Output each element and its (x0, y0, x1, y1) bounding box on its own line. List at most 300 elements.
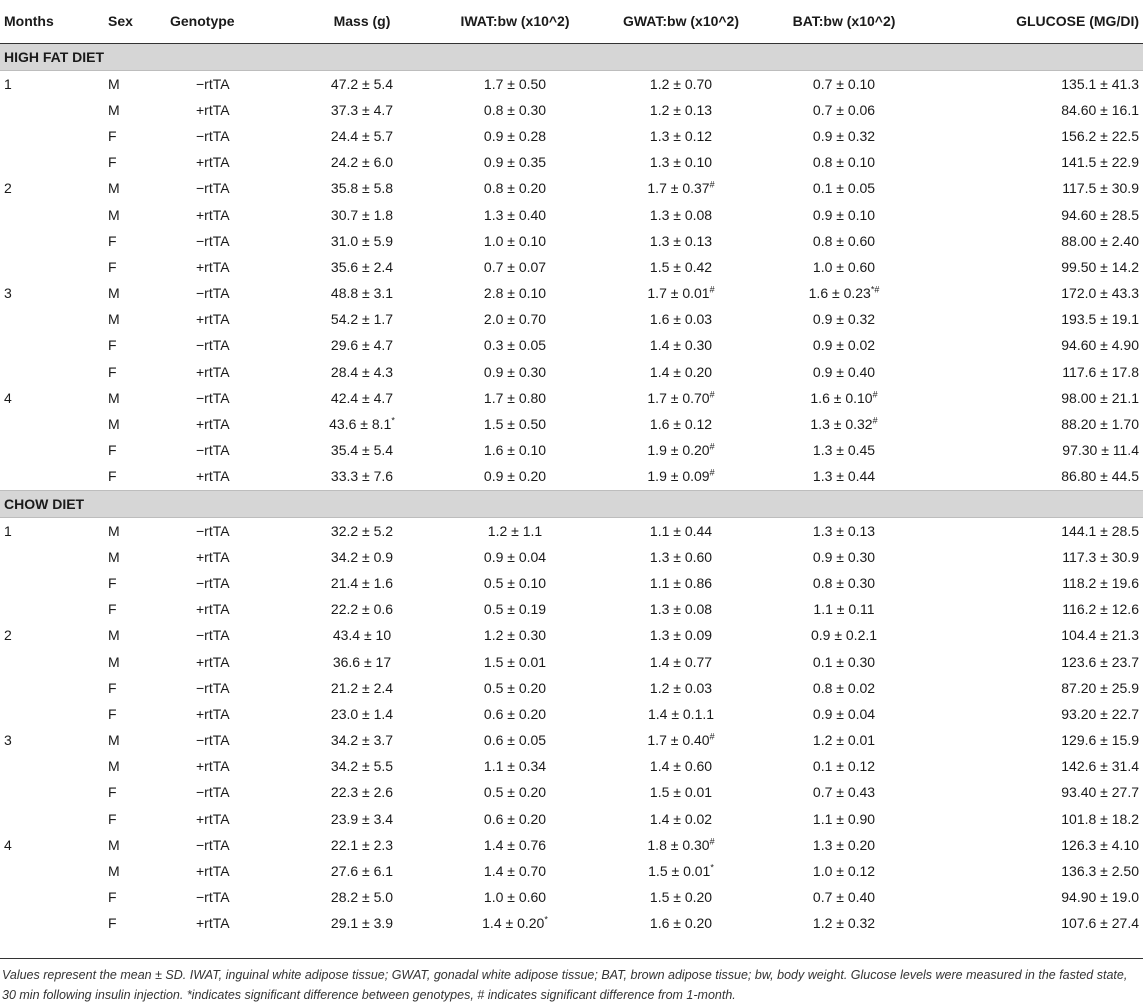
cell-genotype (166, 359, 290, 385)
cell-genotype (166, 385, 290, 411)
cell-gwat (596, 806, 766, 832)
cell-iwat (434, 753, 596, 779)
cell-mass-value: 36.6 ± 17 (332, 653, 392, 670)
table-row (0, 570, 1143, 596)
cell-sex (104, 910, 166, 936)
cell-genotype-value: −rtTA (196, 232, 230, 249)
cell-bat-value: 0.7 ± 0.40 (812, 889, 876, 906)
cell-bat-value: 1.2 ± 0.32 (812, 915, 876, 932)
cell-sex-value: F (108, 258, 117, 275)
cell-bat-value: 1.3 ± 0.32 (810, 416, 873, 433)
cell-gwat-value: 1.2 ± 0.70 (649, 75, 713, 92)
cell-genotype-value: −rtTA (196, 679, 230, 696)
cell-sex-value: M (108, 627, 120, 644)
cell-bat (766, 779, 922, 805)
cell-gwat (596, 596, 766, 622)
cell-genotype-value: −rtTA (196, 836, 230, 853)
cell-genotype (166, 175, 290, 201)
cell-sex (104, 149, 166, 175)
cell-mass-value: 22.2 ± 0.6 (330, 601, 394, 618)
cell-genotype-value: −rtTA (196, 75, 230, 92)
cell-glucose (922, 832, 1143, 858)
cell-sex (104, 779, 166, 805)
cell-glucose-value: 104.4 ± 21.3 (1061, 627, 1139, 644)
cell-glucose-value: 101.8 ± 18.2 (1061, 810, 1139, 827)
cell-genotype (166, 70, 290, 97)
cell-iwat-value: 0.5 ± 0.20 (483, 679, 547, 696)
cell-months (0, 910, 104, 936)
cell-iwat-value: 1.4 ± 0.70 (483, 863, 547, 880)
cell-genotype-value: −rtTA (196, 889, 230, 906)
cell-glucose (922, 70, 1143, 97)
cell-mass (290, 753, 434, 779)
table-row (0, 437, 1143, 463)
cell-months (0, 306, 104, 332)
cell-mass (290, 385, 434, 411)
cell-genotype (166, 832, 290, 858)
cell-sex-value: F (108, 915, 117, 932)
cell-genotype-value: −rtTA (196, 522, 230, 539)
table-row (0, 411, 1143, 437)
cell-mass-value: 35.4 ± 5.4 (330, 442, 394, 459)
table-row (0, 910, 1143, 936)
table-row (0, 385, 1143, 411)
cell-bat-value: 0.7 ± 0.43 (812, 784, 876, 801)
cell-glucose (922, 806, 1143, 832)
cell-gwat-value: 1.4 ± 0.02 (649, 810, 713, 827)
cell-genotype-value: +rtTA (196, 548, 230, 565)
cell-genotype-value: +rtTA (196, 653, 230, 670)
cell-iwat (434, 411, 596, 437)
cell-sex-value: M (108, 101, 120, 118)
cell-iwat (434, 306, 596, 332)
cell-sex (104, 858, 166, 884)
cell-bat (766, 884, 922, 910)
cell-genotype-value: +rtTA (196, 915, 230, 932)
cell-genotype (166, 806, 290, 832)
cell-genotype (166, 596, 290, 622)
cell-genotype-value: −rtTA (196, 285, 230, 302)
cell-months (0, 149, 104, 175)
cell-sex (104, 596, 166, 622)
cell-sex-value: F (108, 232, 117, 249)
section-row (0, 490, 1143, 517)
cell-gwat (596, 228, 766, 254)
cell-glucose (922, 228, 1143, 254)
cell-months-value: 3 (4, 732, 12, 749)
cell-bat-value: 1.3 ± 0.20 (812, 836, 876, 853)
cell-glucose (922, 517, 1143, 544)
cell-bat (766, 201, 922, 227)
cell-glucose (922, 910, 1143, 936)
table-row (0, 753, 1143, 779)
cell-iwat-value: 0.7 ± 0.07 (483, 258, 547, 275)
table-row (0, 70, 1143, 97)
cell-iwat (434, 359, 596, 385)
cell-genotype-value: +rtTA (196, 810, 230, 827)
col-header-genotype: Genotype (166, 0, 290, 43)
cell-gwat (596, 544, 766, 570)
cell-gwat (596, 517, 766, 544)
cell-gwat-value: 1.9 ± 0.20 (647, 442, 710, 459)
cell-mass (290, 832, 434, 858)
cell-bat (766, 437, 922, 463)
cell-sex (104, 437, 166, 463)
cell-bat-value: 1.1 ± 0.11 (813, 601, 875, 618)
cell-gwat-value: 1.5 ± 0.42 (649, 258, 713, 275)
cell-mass-value: 29.1 ± 3.9 (330, 915, 394, 932)
cell-glucose (922, 437, 1143, 463)
cell-bat (766, 306, 922, 332)
cell-bat-value: 0.9 ± 0.40 (812, 363, 876, 380)
cell-gwat (596, 648, 766, 674)
cell-mass (290, 701, 434, 727)
cell-iwat (434, 70, 596, 97)
cell-iwat-value: 1.7 ± 0.50 (483, 75, 547, 92)
cell-months-value: 1 (4, 522, 12, 539)
cell-glucose (922, 411, 1143, 437)
cell-months (0, 280, 104, 306)
cell-gwat (596, 437, 766, 463)
cell-bat-value: 0.9 ± 0.04 (812, 705, 876, 722)
table-row (0, 175, 1143, 201)
cell-mass (290, 727, 434, 753)
cell-iwat (434, 544, 596, 570)
cell-gwat-value: 1.5 ± 0.01 (649, 784, 713, 801)
cell-genotype-value: −rtTA (196, 389, 230, 406)
cell-gwat-value: 1.3 ± 0.08 (649, 206, 713, 223)
cell-mass-value: 31.0 ± 5.9 (330, 232, 394, 249)
cell-sex (104, 254, 166, 280)
cell-iwat (434, 254, 596, 280)
cell-glucose (922, 123, 1143, 149)
cell-mass-value: 28.4 ± 4.3 (330, 363, 394, 380)
cell-iwat-value: 0.9 ± 0.28 (483, 127, 547, 144)
cell-glucose-value: 156.2 ± 22.5 (1061, 127, 1139, 144)
cell-gwat-value: 1.5 ± 0.20 (649, 889, 713, 906)
cell-gwat-value: 1.2 ± 0.03 (649, 679, 713, 696)
cell-bat-value: 1.0 ± 0.12 (812, 863, 876, 880)
cell-glucose (922, 727, 1143, 753)
cell-glucose-value: 88.20 ± 1.70 (1061, 416, 1139, 433)
table-row (0, 544, 1143, 570)
cell-iwat (434, 385, 596, 411)
cell-mass (290, 332, 434, 358)
table-row (0, 201, 1143, 227)
cell-gwat-value: 1.4 ± 0.20 (649, 363, 713, 380)
cell-iwat-value: 0.9 ± 0.35 (483, 154, 547, 171)
cell-iwat-marker: * (544, 914, 548, 925)
cell-bat (766, 727, 922, 753)
cell-months-value: 1 (4, 75, 12, 92)
cell-glucose (922, 359, 1143, 385)
cell-months (0, 411, 104, 437)
cell-glucose (922, 675, 1143, 701)
cell-gwat (596, 306, 766, 332)
cell-gwat (596, 149, 766, 175)
cell-gwat-value: 1.6 ± 0.12 (649, 416, 713, 433)
cell-genotype (166, 228, 290, 254)
cell-months-value: 2 (4, 180, 12, 197)
cell-iwat (434, 622, 596, 648)
table-row (0, 123, 1143, 149)
cell-months-value: 4 (4, 389, 12, 406)
cell-mass-value: 34.2 ± 5.5 (330, 758, 394, 775)
table-row (0, 306, 1143, 332)
cell-bat-marker: # (872, 389, 878, 400)
cell-gwat-marker: # (709, 179, 715, 190)
cell-gwat-value: 1.3 ± 0.60 (649, 548, 713, 565)
cell-sex-value: M (108, 416, 120, 433)
cell-months (0, 70, 104, 97)
cell-mass-value: 35.8 ± 5.8 (330, 180, 394, 197)
cell-genotype-value: −rtTA (196, 337, 230, 354)
table-row (0, 463, 1143, 490)
cell-mass-value: 33.3 ± 7.6 (330, 468, 394, 485)
cell-mass-value: 48.8 ± 3.1 (330, 285, 394, 302)
cell-genotype (166, 701, 290, 727)
cell-months (0, 806, 104, 832)
cell-sex-value: M (108, 653, 120, 670)
cell-genotype (166, 411, 290, 437)
cell-glucose-value: 88.00 ± 2.40 (1061, 232, 1139, 249)
cell-iwat-value: 0.9 ± 0.04 (483, 548, 547, 565)
cell-mass (290, 544, 434, 570)
cell-bat (766, 806, 922, 832)
cell-mass (290, 910, 434, 936)
cell-gwat-value: 1.3 ± 0.12 (649, 127, 713, 144)
cell-genotype (166, 570, 290, 596)
cell-glucose (922, 570, 1143, 596)
cell-genotype (166, 858, 290, 884)
cell-iwat-value: 0.6 ± 0.20 (483, 810, 547, 827)
cell-bat (766, 517, 922, 544)
cell-months (0, 463, 104, 490)
cell-mass (290, 175, 434, 201)
cell-genotype (166, 753, 290, 779)
cell-iwat-value: 0.5 ± 0.20 (483, 784, 547, 801)
cell-genotype-value: +rtTA (196, 601, 230, 618)
cell-bat-value: 0.8 ± 0.10 (812, 154, 876, 171)
cell-glucose (922, 648, 1143, 674)
cell-iwat-value: 0.8 ± 0.30 (483, 101, 547, 118)
cell-bat-value: 0.1 ± 0.12 (812, 758, 876, 775)
cell-sex-value: M (108, 836, 120, 853)
cell-gwat (596, 201, 766, 227)
cell-iwat-value: 1.3 ± 0.40 (483, 206, 547, 223)
cell-glucose-value: 99.50 ± 14.2 (1061, 258, 1139, 275)
cell-iwat (434, 832, 596, 858)
cell-iwat (434, 884, 596, 910)
cell-glucose (922, 858, 1143, 884)
cell-bat-value: 1.3 ± 0.44 (812, 468, 876, 485)
cell-bat (766, 359, 922, 385)
cell-sex-value: F (108, 705, 117, 722)
cell-mass (290, 359, 434, 385)
cell-genotype (166, 648, 290, 674)
cell-iwat-value: 1.4 ± 0.76 (483, 836, 547, 853)
cell-bat (766, 385, 922, 411)
cell-genotype-value: −rtTA (196, 442, 230, 459)
cell-glucose-value: 97.30 ± 11.4 (1062, 442, 1139, 459)
cell-bat (766, 570, 922, 596)
cell-genotype (166, 254, 290, 280)
cell-genotype (166, 149, 290, 175)
section-title: HIGH FAT DIET (0, 43, 1143, 70)
cell-iwat-value: 1.0 ± 0.60 (483, 889, 547, 906)
cell-glucose (922, 149, 1143, 175)
cell-genotype-value: −rtTA (196, 180, 230, 197)
cell-bat (766, 463, 922, 490)
cell-mass (290, 648, 434, 674)
cell-sex (104, 175, 166, 201)
cell-months (0, 779, 104, 805)
cell-bat-value: 1.2 ± 0.01 (812, 732, 876, 749)
cell-glucose (922, 97, 1143, 123)
cell-glucose-value: 136.3 ± 2.50 (1061, 863, 1139, 880)
cell-gwat (596, 622, 766, 648)
cell-sex (104, 97, 166, 123)
cell-bat-value: 0.9 ± 0.30 (812, 548, 876, 565)
table-row (0, 596, 1143, 622)
cell-sex-value: F (108, 337, 117, 354)
cell-gwat-value: 1.3 ± 0.08 (649, 601, 713, 618)
cell-months (0, 544, 104, 570)
cell-iwat-value: 1.1 ± 0.34 (483, 758, 547, 775)
cell-gwat (596, 727, 766, 753)
cell-mass-value: 42.4 ± 4.7 (330, 389, 394, 406)
cell-bat (766, 544, 922, 570)
cell-months (0, 437, 104, 463)
cell-gwat-value: 1.3 ± 0.13 (649, 232, 713, 249)
cell-iwat (434, 517, 596, 544)
cell-sex-value: M (108, 548, 120, 565)
cell-iwat-value: 1.7 ± 0.80 (483, 389, 547, 406)
cell-bat-value: 1.1 ± 0.90 (812, 810, 876, 827)
cell-gwat-value: 1.5 ± 0.01 (648, 863, 711, 880)
table-row (0, 280, 1143, 306)
cell-glucose (922, 201, 1143, 227)
cell-sex (104, 463, 166, 490)
cell-mass-marker: * (391, 415, 395, 426)
cell-gwat (596, 123, 766, 149)
cell-gwat-value: 1.8 ± 0.30 (647, 836, 710, 853)
cell-months (0, 570, 104, 596)
cell-iwat-value: 1.5 ± 0.50 (483, 416, 547, 433)
cell-sex-value: F (108, 889, 117, 906)
table-row (0, 517, 1143, 544)
cell-sex (104, 753, 166, 779)
cell-sex-value: F (108, 363, 117, 380)
cell-sex (104, 884, 166, 910)
cell-sex (104, 622, 166, 648)
cell-iwat-value: 2.0 ± 0.70 (483, 311, 547, 328)
cell-iwat-value: 1.0 ± 0.10 (483, 232, 547, 249)
cell-genotype-value: +rtTA (196, 258, 230, 275)
cell-genotype-value: +rtTA (196, 758, 230, 775)
cell-gwat-marker: * (710, 862, 714, 873)
cell-gwat-value: 1.4 ± 0.30 (649, 337, 713, 354)
table-row (0, 727, 1143, 753)
cell-months (0, 517, 104, 544)
cell-bat-value: 1.0 ± 0.60 (812, 258, 876, 275)
cell-mass (290, 70, 434, 97)
cell-mass (290, 779, 434, 805)
cell-glucose (922, 175, 1143, 201)
cell-bat (766, 910, 922, 936)
cell-bat-marker: *# (870, 284, 880, 295)
cell-glucose-value: 87.20 ± 25.9 (1061, 679, 1139, 696)
cell-iwat (434, 701, 596, 727)
cell-bat (766, 411, 922, 437)
cell-sex (104, 359, 166, 385)
cell-genotype (166, 727, 290, 753)
cell-sex (104, 385, 166, 411)
cell-gwat-marker: # (709, 441, 715, 452)
cell-sex-value: M (108, 311, 120, 328)
cell-iwat-value: 0.5 ± 0.10 (483, 574, 547, 591)
cell-bat (766, 701, 922, 727)
cell-bat-value: 1.6 ± 0.10 (810, 389, 873, 406)
cell-genotype (166, 544, 290, 570)
cell-glucose-value: 94.60 ± 4.90 (1061, 337, 1139, 354)
cell-genotype-value: +rtTA (196, 101, 230, 118)
cell-mass-value: 30.7 ± 1.8 (330, 206, 394, 223)
cell-mass-value: 27.6 ± 6.1 (330, 863, 394, 880)
cell-glucose-value: 193.5 ± 19.1 (1061, 311, 1139, 328)
cell-mass-value: 43.6 ± 8.1 (329, 416, 392, 433)
cell-sex-value: F (108, 679, 117, 696)
cell-bat-value: 0.8 ± 0.02 (812, 679, 876, 696)
cell-glucose-value: 135.1 ± 41.3 (1061, 75, 1139, 92)
cell-mass-value: 34.2 ± 3.7 (330, 732, 394, 749)
cell-sex (104, 332, 166, 358)
cell-mass (290, 149, 434, 175)
cell-mass-value: 28.2 ± 5.0 (330, 889, 394, 906)
cell-sex-value: M (108, 75, 120, 92)
cell-bat (766, 332, 922, 358)
cell-iwat (434, 149, 596, 175)
cell-sex-value: M (108, 522, 120, 539)
cell-bat-value: 0.8 ± 0.30 (812, 574, 876, 591)
cell-sex (104, 544, 166, 570)
cell-glucose (922, 753, 1143, 779)
cell-genotype (166, 675, 290, 701)
cell-sex (104, 675, 166, 701)
cell-mass (290, 858, 434, 884)
cell-genotype-value: −rtTA (196, 732, 230, 749)
cell-glucose (922, 701, 1143, 727)
cell-bat-value: 0.9 ± 0.10 (812, 206, 876, 223)
cell-glucose-value: 94.60 ± 28.5 (1061, 206, 1139, 223)
cell-glucose-value: 117.5 ± 30.9 (1062, 180, 1139, 197)
cell-iwat (434, 437, 596, 463)
cell-gwat (596, 570, 766, 596)
table-body (0, 43, 1143, 937)
cell-bat-value: 0.7 ± 0.06 (812, 101, 876, 118)
cell-gwat-marker: # (709, 836, 715, 847)
cell-glucose-value: 93.20 ± 22.7 (1061, 705, 1139, 722)
cell-mass-value: 37.3 ± 4.7 (330, 101, 394, 118)
cell-glucose-value: 129.6 ± 15.9 (1061, 732, 1139, 749)
cell-mass-value: 21.4 ± 1.6 (330, 574, 394, 591)
cell-bat (766, 858, 922, 884)
cell-gwat (596, 675, 766, 701)
cell-months (0, 648, 104, 674)
cell-sex (104, 306, 166, 332)
cell-months (0, 201, 104, 227)
cell-genotype-value: −rtTA (196, 574, 230, 591)
